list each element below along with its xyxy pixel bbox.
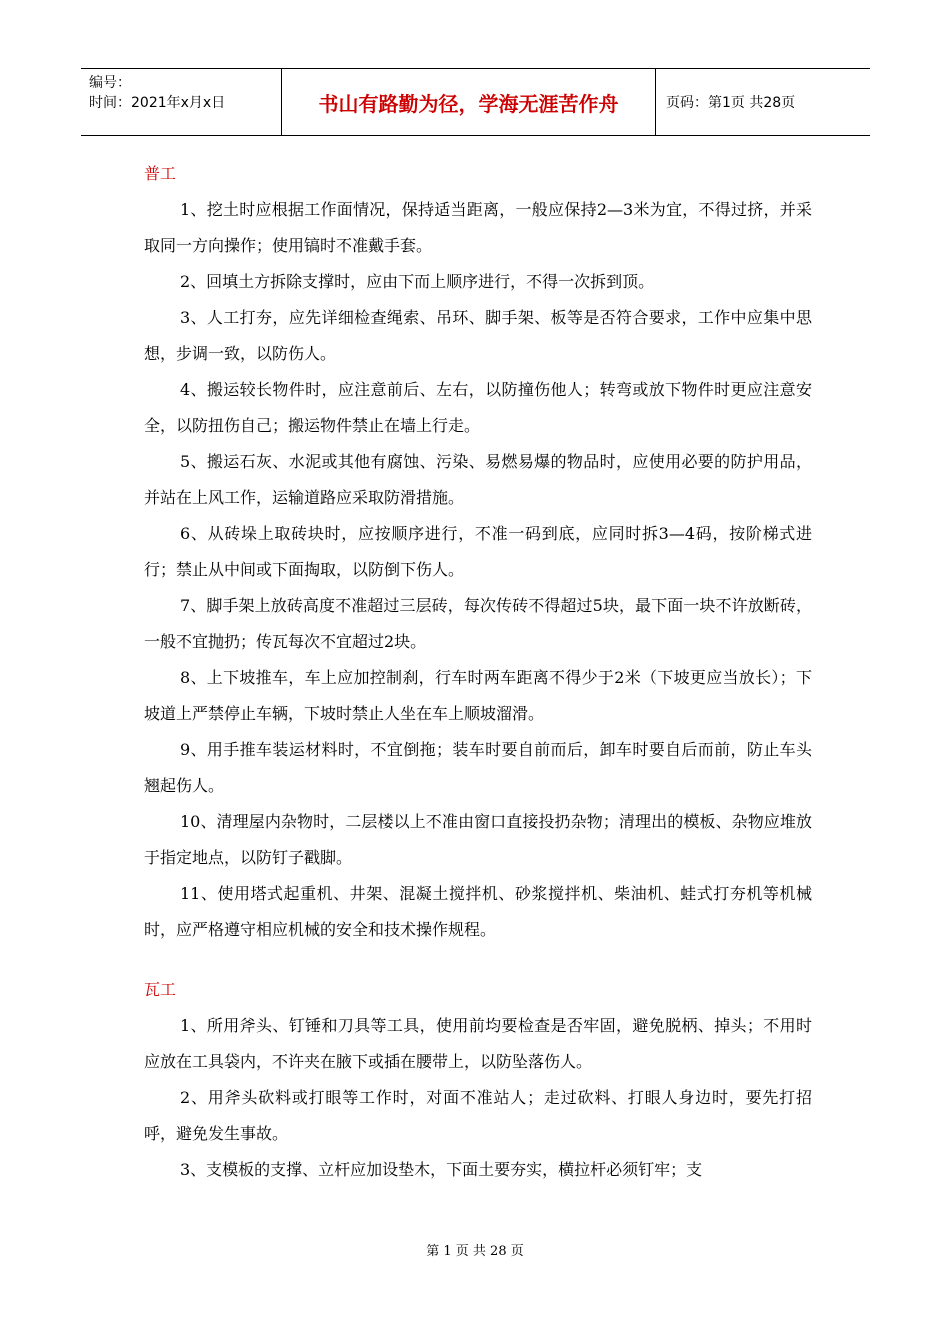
paragraph: 5、搬运石灰、水泥或其他有腐蚀、污染、易燃易爆的物品时，应使用必要的防护用品，并站在上风工作，运输道路应采取防滑措施。 xyxy=(144,452,812,507)
paragraph: 3、支模板的支撑、立杆应加设垫木，下面土要夯实，横拉杆必须钉牢；支 xyxy=(180,1160,703,1179)
paragraph: 4、搬运较长物件时，应注意前后、左右，以防撞伤他人；转弯或放下物件时更应注意安全，以防扭伤自己；搬运物件禁止在墙上行走。 xyxy=(144,380,812,435)
document-body xyxy=(144,156,812,1188)
paragraph: 2、回填土方拆除支撑时，应由下而上顺序进行，不得一次拆到顶。 xyxy=(180,272,655,291)
paragraph: 3、人工打夯，应先详细检查绳索、吊环、脚手架、板等是否符合要求，工作中应集中思想，步调一致，以防伤人。 xyxy=(144,308,812,363)
header-page-info: 页码：第1页 共28页 xyxy=(666,95,796,111)
paragraph: 7、脚手架上放砖高度不准超过三层砖，每次传砖不得超过5块，最下面一块不许放断砖，一般不宜抛扔；传瓦每次不宜超过2块。 xyxy=(144,596,812,651)
section-title-putong: 普工 xyxy=(144,164,177,183)
paragraph: 6、从砖垛上取砖块时，应按顺序进行，不准一码到底，应同时拆3—4码，按阶梯式进行；禁止从中间或下面掏取，以防倒下伤人。 xyxy=(144,524,812,579)
section-title-wagong: 瓦工 xyxy=(144,980,177,999)
paragraph: 1、所用斧头、钉锤和刀具等工具，使用前均要检查是否牢固，避免脱柄、掉头；不用时应放在工具袋内，不许夹在腋下或插在腰带上，以防坠落伤人。 xyxy=(144,1016,812,1071)
section-gap xyxy=(144,948,812,972)
paragraph: 1、挖土时应根据工作面情况，保持适当距离，一般应保持2—3米为宜，不得过挤，并采取同一方向操作；使用镐时不准戴手套。 xyxy=(144,200,812,255)
document-date: 时间：2021年x月x日 xyxy=(89,95,226,111)
page-header xyxy=(81,68,870,136)
header-meta xyxy=(81,69,281,135)
paragraph: 10、清理屋内杂物时，二层楼以上不准由窗口直接投扔杂物；清理出的模板、杂物应堆放于指定地点，以防钉子戳脚。 xyxy=(144,812,812,867)
paragraph: 11、使用塔式起重机、井架、混凝土搅拌机、砂浆搅拌机、柴油机、蛙式打夯机等机械时，应严格遵守相应机械的安全和技术操作规程。 xyxy=(144,884,812,939)
document-number-label: 编号： xyxy=(89,75,131,91)
header-motto: 书山有路勤为径，学海无涯苦作舟 xyxy=(281,69,656,135)
page-footer: 第 1 页 共 28 页 xyxy=(426,1244,524,1259)
paragraph: 9、用手推车装运材料时，不宜倒拖；装车时要自前而后，卸车时要自后而前，防止车头翘起伤人。 xyxy=(144,740,812,795)
paragraph: 2、用斧头砍料或打眼等工作时，对面不准站人；走过砍料、打眼人身边时，要先打招呼，避免发生事故。 xyxy=(144,1088,812,1143)
paragraph: 8、上下坡推车，车上应加控制刹，行车时两车距离不得少于2米（下坡更应当放长）；下坡道上严禁停止车辆，下坡时禁止人坐在车上顺坡溜滑。 xyxy=(144,668,812,723)
